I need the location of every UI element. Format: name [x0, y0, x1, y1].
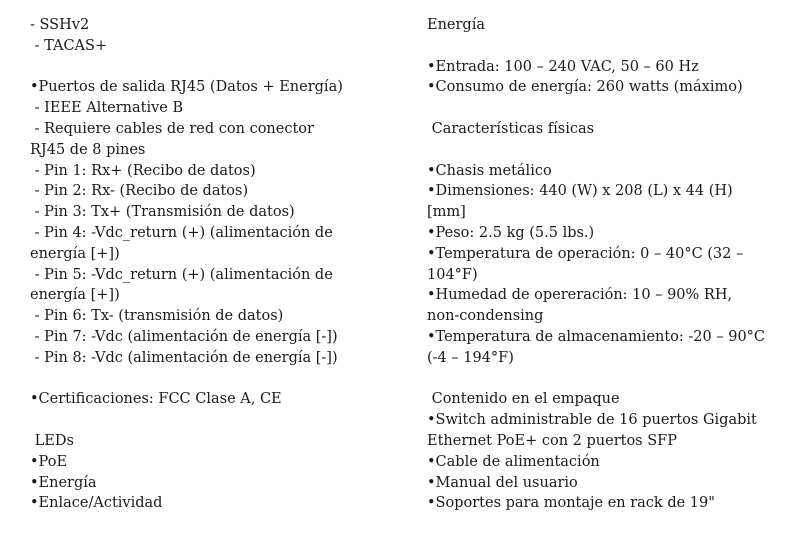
text-line-energia: energía [+])	[30, 287, 120, 304]
blank-line	[427, 140, 777, 161]
text-line-pin-6-tx-transmision-de-datos: - Pin 6: Tx- (transmisión de datos)	[30, 308, 284, 325]
text-line-certificaciones-fcc-clase-a-ce: •Certificaciones: FCC Clase A, CE	[30, 391, 282, 408]
text-line-pin-8-vdc-alimentacion-de-energia: - Pin 8: -Vdc (alimentación de energía [-])	[30, 349, 338, 366]
text-line-soportes-para-montaje-en-rack-de-19: •Soportes para montaje en rack de 19"	[427, 495, 715, 512]
text-line-dimensiones-440-w-x-208-l-x-44-h: •Dimensiones: 440 (W) x 208 (L) x 44 (H)	[427, 183, 733, 200]
blank-line	[427, 36, 777, 57]
text-line-4-194-f: (-4 – 194°F)	[427, 349, 514, 366]
text-line-mm: [mm]	[427, 204, 466, 221]
text-line-ethernet-poe-con-2-puertos-sfp: Ethernet PoE+ con 2 puertos SFP	[427, 432, 677, 449]
blank-line	[30, 369, 350, 390]
text-line-energia: Energía	[427, 17, 485, 33]
text-line-non-condensing: non-condensing	[427, 308, 544, 325]
text-line-pin-2-rx-recibo-de-datos: - Pin 2: Rx- (Recibo de datos)	[30, 183, 249, 200]
text-line-energia: •Energía	[30, 474, 97, 491]
text-line-entrada-100-240-vac-50-60-hz: •Entrada: 100 – 240 VAC, 50 – 60 Hz	[427, 58, 699, 75]
text-line-peso-2-5-kg-5-5-lbs: •Peso: 2.5 kg (5.5 lbs.)	[427, 224, 595, 241]
text-line-leds: LEDs	[30, 432, 74, 449]
text-line-pin-3-tx-transmision-de-datos: - Pin 3: Tx+ (Transmisión de datos)	[30, 204, 295, 221]
text-line-contenido-en-el-empaque: Contenido en el empaque	[427, 391, 620, 408]
blank-line	[30, 57, 350, 78]
text-line-enlace-actividad: •Enlace/Actividad	[30, 495, 163, 512]
text-line-pin-5-vdc-return-alimentacion-de: - Pin 5: -Vdc_return (+) (alimentación de	[30, 266, 333, 283]
text-line-energia: energía [+])	[30, 245, 120, 262]
text-line-puertos-de-salida-rj45-datos-energia: •Puertos de salida RJ45 (Datos + Energía)	[30, 79, 343, 96]
text-line-caracteristicas-fisicas: Características físicas	[427, 120, 595, 137]
text-line-cable-de-alimentacion: •Cable de alimentación	[427, 453, 600, 470]
blank-line	[427, 369, 777, 390]
text-line-chasis-metalico: •Chasis metálico	[427, 162, 552, 179]
text-line-requiere-cables-de-red-con-conector: - Requiere cables de red con conector	[30, 120, 314, 137]
text-line-sshv2: - SSHv2	[30, 17, 90, 33]
text-line-poe: •PoE	[30, 453, 68, 470]
text-line-temperatura-de-almacenamiento-20-90-c: •Temperatura de almacenamiento: -20 – 90°C	[427, 328, 766, 345]
left-column	[30, 15, 350, 514]
text-line-pin-4-vdc-return-alimentacion-de: - Pin 4: -Vdc_return (+) (alimentación de	[30, 224, 333, 241]
text-line-104-f: 104°F)	[427, 266, 478, 283]
text-line-temperatura-de-operacion-0-40-c-32: •Temperatura de operación: 0 – 40°C (32 –	[427, 245, 744, 262]
text-line-manual-del-usuario: •Manual del usuario	[427, 474, 578, 491]
text-line-tacas: - TACAS+	[30, 37, 108, 54]
text-line-pin-1-rx-recibo-de-datos: - Pin 1: Rx+ (Recibo de datos)	[30, 162, 256, 179]
text-line-consumo-de-energia-260-watts-maximo: •Consumo de energía: 260 watts (máximo)	[427, 79, 743, 96]
text-line-rj45-de-8-pines: RJ45 de 8 pines	[30, 141, 146, 158]
right-column	[427, 15, 777, 514]
text-line-humedad-de-opereracion-10-90-rh: •Humedad de opereración: 10 – 90% RH,	[427, 287, 733, 304]
text-line-ieee-alternative-b: - IEEE Alternative B	[30, 100, 184, 117]
blank-line	[30, 410, 350, 431]
text-line-switch-administrable-de-16-puertos-gigab: •Switch administrable de 16 puertos Gigabit	[427, 412, 757, 429]
text-line-pin-7-vdc-alimentacion-de-energia: - Pin 7: -Vdc (alimentación de energía [-])	[30, 328, 338, 345]
blank-line	[427, 98, 777, 119]
